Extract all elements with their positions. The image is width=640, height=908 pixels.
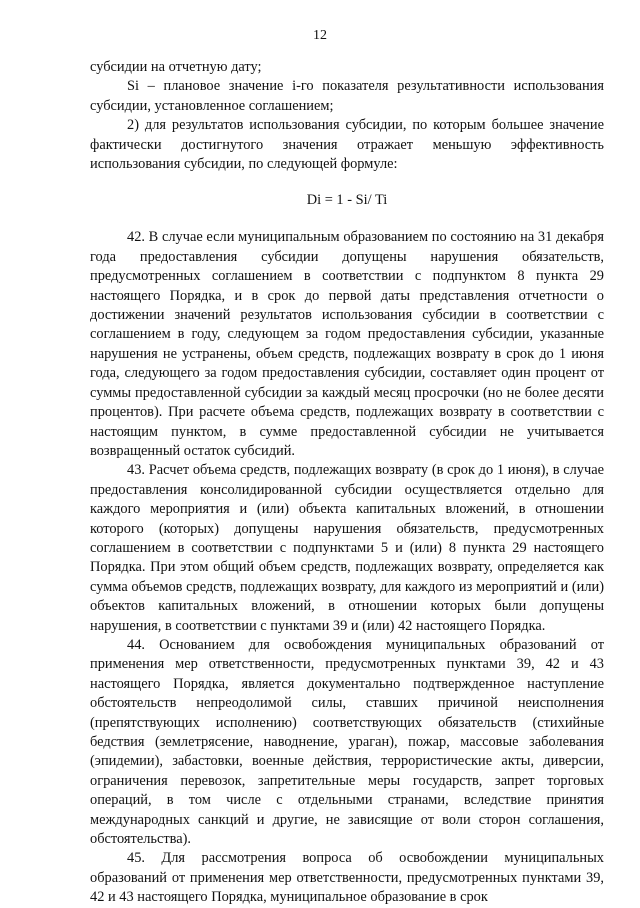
paragraph-item-2: 2) для результатов использования субсидии, по которым большее значение фактически достигнутого значения отражает меньшую эффективность использования субсидии, по следующей формуле: <box>90 117 604 173</box>
formula: Di = 1 - Si/ Ti <box>306 192 388 209</box>
paragraph-si-definition: Si – плановое значение i-го показателя результативности использования субсидии, установленное соглашением; <box>90 78 604 114</box>
page-number: 12 <box>313 28 327 43</box>
paragraph-43: 43. Расчет объема средств, подлежащих возврату (в срок до 1 июня), в случае предоставления консолидированной субсидии осуществляется отдельно для каждого мероприятия и (или) объекта капитальных вложений, в отношении которого (которых) допущены нарушения обязательств, предусмотренных соглашением в соответствии с подпунктами 5 и (или) 8 пункта 29 настоящего Порядка. При этом общий объем средств, подлежащих возврату, определяется как сумма объемов средств, подлежащих возврату, для каждого из мероприятий и (или) объектов капитальных вложений, в отношении которых были допущены нарушения, в соответствии с пунктами 39 и (или) 42 настоящего Порядка. <box>90 462 604 634</box>
paragraph-continuation: субсидии на отчетную дату; <box>90 59 262 75</box>
paragraph-42: 42. В случае если муниципальным образованием по состоянию на 31 декабря года предоставления субсидии допущены нарушения обязательств, предусмотренных соглашением в соответствии с подпунктом 8 пункта 29 настоящего Порядка, и в срок до первой даты представления отчетности о достижении значений результатов использования субсидии в соответствии с соглашением в году, следующем за годом предоставления субсидии, указанные нарушения не устранены, объем средств, подлежащих возврату в срок до 1 июня года, следующего за годом предоставления субсидии, составляет один процент от суммы предоставленной субсидии за каждый месяц просрочки (но не более десяти процентов). При расчете объема средств, подлежащих возврату в соответствии с настоящим пунктом, в сумме предоставленной субсидии не учитывается возвращенный остаток субсидий. <box>90 229 604 459</box>
paragraph-45: 45. Для рассмотрения вопроса об освобождении муниципальных образований от применения мер ответственности, предусмотренных пунктами 39, 42 и 43 настоящего Порядка, муниципальное образование в срок <box>90 850 604 906</box>
paragraph-44: 44. Основанием для освобождения муниципальных образований от применения мер ответственности, предусмотренных пунктами 39, 42 и 43 настоящего Порядка, является документально подтвержденное наступление обстоятельств непреодолимой силы, ставших причиной неисполнения (препятствующих исполнению) соответствующих обязательств (стихийные бедствия (землетрясение, наводнение, ураган), пожар, массовые заболевания (эпидемии), забастовки, военные действия, террористические акты, диверсии, ограничения перевозок, запретительные меры государств, запрет торговых операций, в том числе с отдельными странами, вследствие принятия международных санкций и другие, не зависящие от воли сторон соглашения, обстоятельства). <box>90 636 604 848</box>
document-body <box>90 58 604 908</box>
